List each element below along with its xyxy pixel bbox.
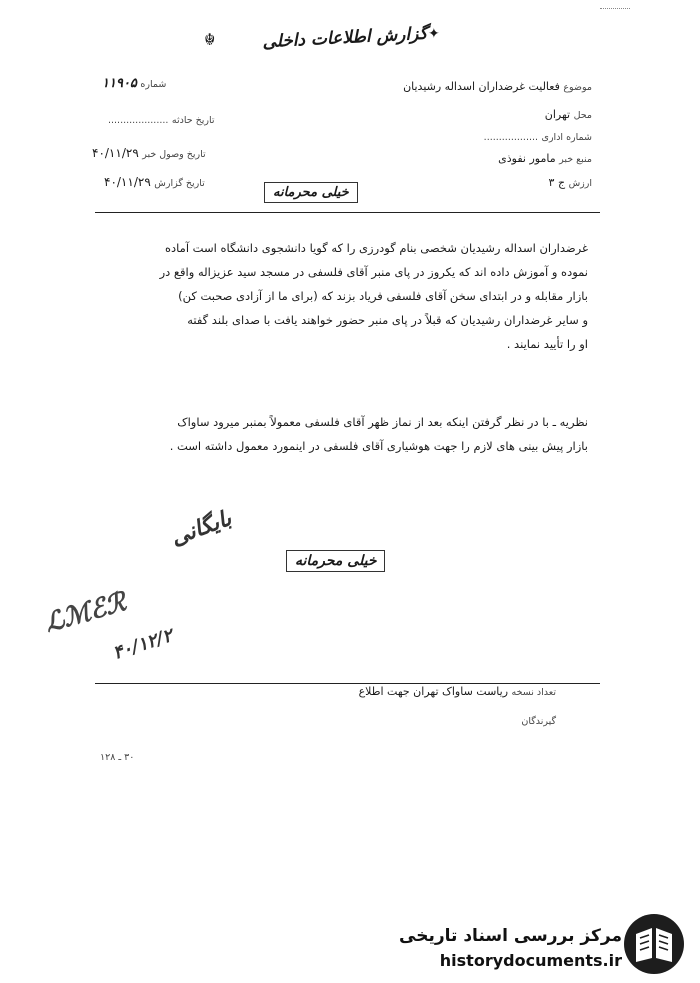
- watermark-org: مرکز بررسی اسناد تاریخی: [399, 926, 622, 946]
- handwritten-note: بایگانی: [167, 505, 235, 551]
- body-line: بازار مقابله و در ابتدای سخن آقای فلسفی فریاد بزند که (برای ما از آزادی صحبت کن): [178, 289, 588, 303]
- delivery-date-row: [92, 146, 206, 160]
- distribution-label: تعداد نسخه: [511, 687, 556, 698]
- corner-dots: [600, 8, 630, 17]
- footer-code: ۳۰ ـ ۱۲۸: [100, 752, 135, 763]
- body-line: غرضداران اسداله رشیدیان شخصی بنام گودرزی را که گویا دانشجوی دانشگاه است آماده: [165, 241, 588, 255]
- emblem-icon: ☬: [204, 30, 216, 49]
- number-row: [102, 76, 166, 91]
- number-value: ۱۱۹۰۵: [102, 76, 137, 91]
- subject-value: فعالیت غرضداران اسداله رشیدیان: [403, 80, 560, 93]
- watermark-site: historydocuments.ir: [439, 951, 622, 970]
- delivery-date-label: تاریخ وصول خبر: [142, 149, 206, 160]
- body-paragraph-1: [100, 236, 588, 356]
- source-value: مامور نفوذی: [498, 152, 556, 165]
- incident-date-row: تاریخ حادثه ....................: [108, 115, 215, 126]
- book-logo-icon: [622, 912, 686, 976]
- report-date-row: [104, 175, 205, 189]
- document-title: گزارش اطلاعات داخلی: [261, 23, 429, 53]
- handwritten-date: ۴۰/۱۲/۲: [110, 625, 176, 664]
- subject-row: [360, 80, 592, 93]
- distribution-row: [318, 685, 556, 698]
- number-label: شماره: [140, 79, 167, 90]
- report-date-label: تاریخ گزارش: [154, 178, 205, 189]
- place-row: [440, 108, 592, 121]
- header-mark-icon: ✦: [428, 26, 440, 42]
- incident-date-label: تاریخ حادثه: [171, 115, 215, 126]
- body-paragraph-2: [100, 410, 588, 458]
- footer-divider: [95, 683, 600, 684]
- distribution-value: ریاست ساواک تهران جهت اطلاع: [358, 685, 509, 698]
- source-label: منبع خبر: [559, 154, 592, 165]
- handwritten-signature-icon: ℒℳℰℛ: [41, 587, 130, 639]
- place-label: محل: [573, 110, 592, 121]
- dept-number-row: شماره اداری ..................: [483, 132, 592, 143]
- subject-label: موضوع: [563, 82, 592, 93]
- place-value: تهران: [544, 108, 571, 121]
- evaluation-row: [480, 176, 592, 189]
- source-row: [440, 152, 592, 165]
- evaluation-value: ج ۳: [548, 176, 566, 189]
- dept-number-label: شماره اداری: [541, 132, 592, 143]
- classification-stamp-top: خیلی محرمانه: [264, 182, 358, 203]
- evaluation-label: ارزش: [568, 178, 592, 189]
- body-line: او را تأیید نمایند .: [506, 337, 588, 351]
- classification-stamp-bottom: خیلی محرمانه: [286, 550, 385, 572]
- body-line: بازار پیش بینی های لازم را جهت هوشیاری آقای فلسفی در اینمورد معمول داشته است .: [169, 439, 588, 453]
- header-divider: [95, 212, 600, 213]
- body-line: و سایر غرضداران رشیدیان که قبلاً در پای منبر حضور خواهند یافت با صدای بلند گفته: [187, 313, 588, 327]
- report-date-value: ۴۰/۱۱/۲۹: [104, 175, 151, 189]
- body-line: نموده و آموزش داده اند که یکروز در پای منبر آقای فلسفی در مسجد سید عزیزاله واقع در: [159, 265, 588, 279]
- body-line: نظریه ـ با در نظر گرفتن اینکه بعد از نماز ظهر آقای فلسفی معمولاً بمنبر میرود ساواک: [177, 415, 588, 429]
- delivery-date-value: ۴۰/۱۱/۲۹: [92, 146, 139, 160]
- recipients-label: گیرندگان: [521, 716, 556, 727]
